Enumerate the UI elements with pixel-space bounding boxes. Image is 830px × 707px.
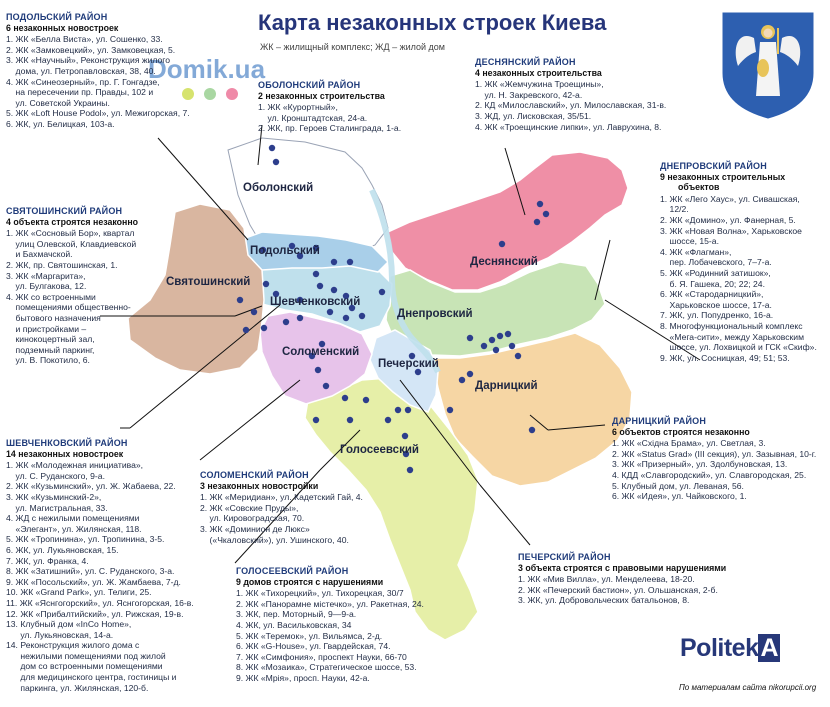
list-item: 4. КДД «Славгородский», ул. Славгородская, 25.	[612, 469, 807, 480]
sviatoshynsky-header: СВЯТОШИНСКИЙ РАЙОН	[6, 206, 123, 216]
construction-site-dot	[317, 283, 323, 289]
list-item: 5. ЖК «Теремок», ул. Вильямса, 2-д.	[236, 630, 383, 641]
darnytsky-sub: 6 объектов строятся незаконно	[612, 426, 750, 437]
list-item: нежилыми помещениями под жилой	[6, 650, 166, 661]
shevchenkivsky-sub: 14 незаконных новостроек	[6, 448, 124, 459]
list-item: помещениями общественно-	[6, 302, 131, 313]
list-item: 6. ЖК, ул. Лукьяновская, 15.	[6, 544, 119, 555]
construction-site-dot	[313, 417, 319, 423]
list-item: 4. ЖК со встроенными	[6, 291, 96, 302]
desnyansky-header: ДЕСНЯНСКИЙ РАЙОН	[475, 57, 576, 67]
list-item: 13. Клубный дом «InCo Home»,	[6, 619, 132, 630]
list-item: 1. ЖК «Молодежная инициатива»,	[6, 460, 144, 471]
list-item: 4. ЖК «Синеозерный», пр. Г. Гонгадзе,	[6, 76, 160, 87]
darnytsky-block	[612, 416, 816, 502]
list-item: 2. ЖК «Кузьминский», ул. Ж. Жабаева, 22.	[6, 481, 176, 492]
construction-site-dot	[261, 325, 267, 331]
podolsky-header: ПОДОЛЬСКИЙ РАЙОН	[6, 12, 108, 22]
construction-site-dot	[343, 315, 349, 321]
construction-site-dot	[497, 333, 503, 339]
list-item: шоссе, 15-а.	[660, 236, 719, 247]
list-item: паркинга, ул. Жилянская, 120-б.	[6, 682, 149, 693]
watermark-domik: Domik.ua	[148, 54, 266, 84]
district-desnyansky	[388, 152, 628, 290]
podolsky-sub: 6 незаконных новостроек	[6, 22, 119, 33]
list-item: бытового назначения	[6, 312, 101, 323]
list-item: дома, ул. Петропавловская, 38, 40.	[6, 65, 156, 76]
map-subtitle: ЖК – жилищный комплекс; ЖД – жилой дом	[260, 42, 445, 52]
list-item: 5. Клубный дом, ул. Леваная, 56.	[612, 480, 744, 491]
list-item: ул. Булгакова, 12.	[6, 281, 87, 292]
list-item: 2. КД «Милославский», ул. Милославская, 31-в.	[475, 100, 667, 111]
construction-site-dot	[407, 467, 413, 473]
label-darnytsky: Дарницкий	[475, 380, 538, 392]
list-item: 12. ЖК «Прибалтийский», ул. Рижская, 19-в.	[6, 608, 184, 619]
list-item: 14. Реконструкция жилого дома с	[6, 640, 140, 651]
list-item: для медицинского центра, гостиницы и	[6, 672, 177, 683]
brand-main: Polite	[680, 634, 746, 662]
list-item: 9. ЖК «Мрія», просп. Науки, 42-а.	[236, 672, 370, 683]
dniprovsky-sub2: объектов	[678, 182, 720, 193]
desnyansky-block	[475, 57, 666, 132]
construction-site-dot	[529, 427, 535, 433]
list-item: 7. ЖК «Симфония», проспект Науки, 66-70	[236, 651, 407, 662]
list-item: ул. Н. Закревского, 42-а.	[475, 89, 583, 100]
label-pechersky: Печерский	[378, 358, 439, 370]
construction-site-dot	[359, 313, 365, 319]
podolsky-block	[6, 12, 190, 130]
construction-site-dot	[447, 407, 453, 413]
list-item: 4. ЖД с нежилыми помещениями	[6, 513, 140, 524]
construction-site-dot	[263, 281, 269, 287]
construction-site-dot	[313, 271, 319, 277]
construction-site-dot	[405, 407, 411, 413]
list-item: 1. ЖК «Меридиан», ул. Кадетский Гай, 4.	[200, 492, 363, 503]
list-item: б. Я. Гашека, 20; 22; 24.	[660, 278, 765, 289]
shevchenkivsky-block	[6, 438, 194, 693]
list-item: 2. ЖК, пр. Святошинская, 1.	[6, 259, 118, 270]
list-item: ул. Магистральная, 33.	[6, 502, 108, 513]
list-item: Харьковское шоссе, 17-а.	[660, 299, 772, 310]
list-item: 1. ЖК «Жемчужина Троещины»,	[475, 79, 604, 90]
construction-site-dot	[467, 371, 473, 377]
list-item: 2. ЖК «Печерский бастион», ул. Ольшанская, 2-б.	[518, 584, 718, 595]
obolonsky-block	[258, 80, 401, 134]
list-item: 8. ЖК «Мозаика», Стратегическое шоссе, 53.	[236, 662, 417, 673]
list-item: 1. ЖК «Белла Виста», ул. Сошенко, 33.	[6, 34, 163, 45]
list-item: 6. ЖК «G-House», ул. Гвардейская, 74.	[236, 641, 391, 652]
list-item: ул. В. Покотило, 6.	[6, 355, 90, 366]
construction-site-dot	[515, 353, 521, 359]
holosiivsky-header: ГОЛОСЕЕВСКИЙ РАЙОН	[236, 566, 349, 576]
list-item: 4. ЖК «Троещинские липки», ул. Лаврухина, 8.	[475, 121, 662, 132]
construction-site-dot	[251, 309, 257, 315]
construction-site-dot	[283, 319, 289, 325]
list-item: 8. ЖК «Затишний», ул. С. Руданского, 3-а.	[6, 566, 175, 577]
list-item: 3. ЖК, ул. Добровольческих батальонов, 8.	[518, 595, 690, 606]
list-item: ул. Лукьяновская, 14-а.	[6, 629, 114, 640]
construction-site-dot	[347, 259, 353, 265]
solomensky-block	[200, 470, 363, 545]
list-item: 11. ЖК «Яснгогорский», ул. Яснгогорская, 16-в.	[6, 597, 194, 608]
label-podolsky: Подольский	[250, 245, 320, 257]
list-item: 12/2.	[660, 204, 689, 215]
list-item: ул. С. Руданского, 9-а.	[6, 470, 105, 481]
dniprovsky-sub: 9 незаконных строительных	[660, 171, 786, 182]
list-item: 2. ЖК «Панорамне містечко», ул. Ракетная, 24.	[236, 598, 424, 609]
watermark-dots	[182, 88, 252, 102]
list-item: 7. ЖК, ул. Попудренко, 16-а.	[660, 310, 774, 321]
construction-site-dot	[379, 289, 385, 295]
list-item: 8. Многофункциональный комплекс	[660, 320, 803, 331]
list-item: «Элегант», ул. Жилянская, 118.	[6, 523, 142, 534]
construction-site-dot	[467, 335, 473, 341]
list-item: 1. ЖК «Сосновый Бор», квартал	[6, 228, 135, 239]
desnyansky-sub: 4 незаконных строительства	[475, 67, 602, 78]
list-item: на пересечении пр. Правды, 102 и	[6, 87, 154, 98]
list-item: 4. ЖК, ул. Васильковская, 34	[236, 619, 352, 630]
holosiivsky-block	[236, 566, 424, 684]
label-shevchenkivsky: Шевченковский	[270, 296, 361, 308]
list-item: 6. ЖК «Стародарницкий»,	[660, 289, 764, 300]
construction-site-dot	[534, 219, 540, 225]
solomensky-sub: 3 незаконных новостройки	[200, 480, 319, 491]
construction-site-dot	[347, 417, 353, 423]
list-item: 3. ЖК «Новая Волна», Харьковское	[660, 225, 802, 236]
list-item: 2. ЖК, пр. Героев Сталинграда, 1-а.	[258, 123, 402, 134]
list-item: 5. ЖК «Тропинина», ул. Тропинина, 3-5.	[6, 534, 165, 545]
list-item: улиц Олевской, Клавдиевской	[6, 238, 137, 249]
pechersky-block	[518, 552, 726, 606]
list-item: ул. Кронштадтская, 24-а.	[258, 112, 368, 123]
pechersky-header: ПЕЧЕРСКИЙ РАЙОН	[518, 552, 611, 562]
shevchenkivsky-header: ШЕВЧЕНКОВСКИЙ РАЙОН	[6, 438, 128, 448]
construction-site-dot	[297, 315, 303, 321]
obolonsky-header: ОБОЛОНСКИЙ РАЙОН	[258, 80, 361, 90]
list-item: дом со встроенными помещениями	[6, 661, 163, 672]
construction-site-dot	[363, 397, 369, 403]
list-item: 3. ЖК «Доминион де Люкс»	[200, 523, 310, 534]
list-item: 2. ЖК «Совские Пруды»,	[200, 502, 299, 513]
list-item: 1. ЖК «Курортный»,	[258, 102, 338, 113]
kyiv-coat-of-arms-icon	[718, 8, 818, 120]
construction-site-dot	[402, 433, 408, 439]
list-item: шоссе, ул. Лохвицкой и ГСК «Скиф».	[660, 342, 817, 353]
pechersky-sub: 3 объекта строятся с правовыми нарушениями	[518, 562, 727, 573]
sviatoshynsky-block	[6, 206, 138, 366]
list-item: 3. ЖК «Кузьминский-2»,	[6, 491, 102, 502]
construction-site-dot	[269, 145, 275, 151]
list-item: 3. ЖД, ул. Лисковская, 35/51.	[475, 110, 592, 121]
construction-site-dot	[331, 259, 337, 265]
list-item: 3. ЖК «Призерный», ул. Здолбуновская, 13.	[612, 459, 788, 470]
source-note: По материалам сайта nikorupcii.org	[679, 683, 817, 692]
construction-site-dot	[459, 377, 465, 383]
list-item: 5. ЖК «Loft House Podol», ул. Межигорская, 7.	[6, 108, 190, 119]
list-item: («Чкаловский»), ул. Ушинского, 40.	[200, 534, 349, 545]
construction-site-dot	[395, 407, 401, 413]
list-item: 6. ЖК «Идея», ул. Чайковского, 1.	[612, 491, 747, 502]
list-item: 10. ЖК «Grand Park», ул. Телиги, 25.	[6, 587, 152, 598]
list-item: 9. ЖК, ул. Сосницкая, 49; 51; 53.	[660, 352, 790, 363]
construction-site-dot	[537, 201, 543, 207]
list-item: 1. ЖК «Східна Брама», ул. Светлая, 3.	[612, 438, 766, 449]
list-item: 1. ЖК «Мив Вилла», ул. Менделеева, 18-20.	[518, 574, 695, 585]
brand-suffix: A	[760, 634, 779, 662]
construction-site-dot	[499, 241, 505, 247]
label-dniprovsky: Днепровский	[397, 308, 473, 320]
politeka-logo	[680, 634, 780, 663]
list-item: 4. ЖК «Флагман»,	[660, 246, 732, 257]
list-item: и пристройками –	[6, 323, 87, 334]
wm-dot-3	[226, 88, 238, 100]
construction-site-dot	[273, 159, 279, 165]
list-item: ул. Советской Украины.	[6, 97, 110, 108]
construction-site-dot	[509, 343, 515, 349]
list-item: 3. ЖК «Маргарита»,	[6, 270, 86, 281]
label-desnyansky: Деснянский	[470, 256, 538, 268]
label-sviatoshynsky: Святошинский	[166, 276, 251, 288]
label-solomensky: Соломенский	[282, 346, 360, 358]
label-holosiivsky: Голосеевский	[340, 444, 419, 456]
construction-site-dot	[323, 383, 329, 389]
construction-site-dot	[237, 297, 243, 303]
dniprovsky-block	[660, 161, 817, 363]
darnytsky-header: ДАРНИЦКИЙ РАЙОН	[612, 416, 707, 426]
brand-accent: k	[745, 634, 759, 662]
list-item: ул. Кировоградская, 70.	[200, 513, 305, 524]
list-item: 1. ЖК «Лего Хаус», ул. Сивашская,	[660, 193, 800, 204]
solomensky-header: СОЛОМЕНСКИЙ РАЙОН	[200, 470, 309, 480]
construction-site-dot	[505, 331, 511, 337]
construction-site-dot	[331, 287, 337, 293]
obolonsky-sub: 2 незаконных строительства	[258, 90, 385, 101]
construction-site-dot	[481, 343, 487, 349]
list-item: пер. Лобачевского, 7–7-а.	[660, 257, 772, 268]
list-item: «Мега-сити», между Харьковским	[660, 331, 805, 342]
list-item: 2. ЖК «Status Grad» (III секция), ул. Зазывная, 10-г.	[612, 448, 817, 459]
construction-site-dot	[342, 395, 348, 401]
list-item: 1. ЖК «Тихорецкий», ул. Тихорецкая, 30/7	[236, 588, 404, 599]
list-item: 3. ЖК, пер. Моторный, 9—9-а.	[236, 609, 357, 620]
dniprovsky-header: ДНЕПРОВСКИЙ РАЙОН	[660, 161, 767, 171]
construction-site-dot	[489, 337, 495, 343]
list-item: 9. ЖК «Посольский», ул. Ж. Жамбаева, 7-д.	[6, 576, 181, 587]
label-obolonsky: Оболонский	[243, 182, 314, 194]
map-title: Карта незаконных строек Киева	[258, 10, 607, 35]
construction-site-dot	[243, 327, 249, 333]
wm-dot-2	[204, 88, 216, 100]
sviatoshynsky-sub: 4 объекта строятся незаконно	[6, 216, 139, 227]
list-item: кинокоцертный зал,	[6, 334, 95, 345]
holosiivsky-sub: 9 домов строятся с нарушениями	[236, 576, 384, 587]
list-item: 6. ЖК, ул. Белицкая, 103-а.	[6, 118, 115, 129]
construction-site-dot	[493, 347, 499, 353]
list-item: 5. ЖК «Родинний затишок»,	[660, 267, 771, 278]
list-item: 2. ЖК «Домино», ул. Фанерная, 5.	[660, 214, 796, 225]
construction-site-dot	[543, 211, 549, 217]
list-item: 7. ЖК, ул. Франка, 4.	[6, 555, 89, 566]
list-item: 3. ЖК «Научный», Реконструкция жилого	[6, 55, 171, 66]
construction-site-dot	[327, 309, 333, 315]
district-sviatoshynsky	[128, 204, 264, 374]
construction-site-dot	[315, 367, 321, 373]
list-item: подземный паркинг,	[6, 344, 95, 355]
list-item: и Бахмачской.	[6, 249, 73, 260]
list-item: 2. ЖК «Замковецкий», ул. Замковецкая, 5.	[6, 44, 176, 55]
construction-site-dot	[385, 417, 391, 423]
